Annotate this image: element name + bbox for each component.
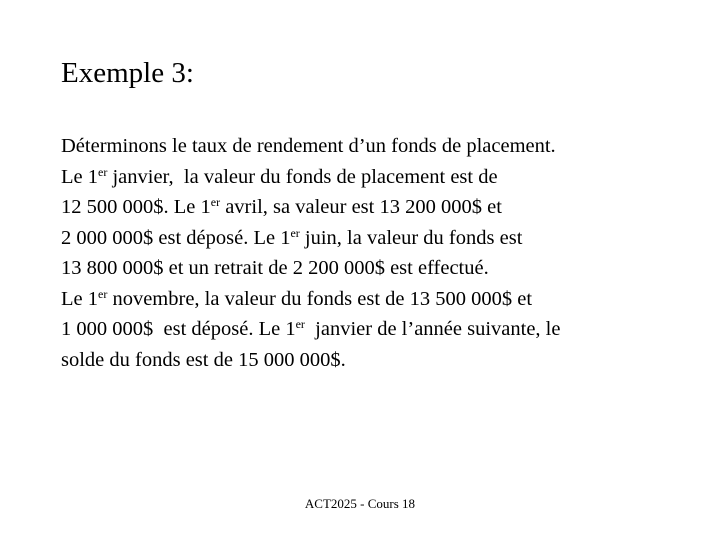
- ordinal-superscript: er: [98, 286, 108, 301]
- body-line: [61, 131, 701, 162]
- ordinal-superscript: er: [210, 195, 221, 209]
- text-segment: janvier, la valeur du fonds de placement est de: [107, 165, 498, 188]
- text-segment: solde du fonds est de 15 000 000$.: [61, 348, 346, 371]
- text-segment: 2 000 000$ est déposé. Le 1: [61, 226, 291, 249]
- body-line: [61, 345, 701, 376]
- text-segment: avril, sa valeur est 13 200 000$ et: [220, 196, 502, 218]
- text-segment: novembre, la valeur du fonds est de 13 500 000$ et: [107, 287, 533, 310]
- ordinal-superscript: er: [295, 317, 305, 331]
- ordinal-superscript: er: [290, 225, 300, 240]
- text-segment: Déterminons le taux de rendement d’un fonds de placement.: [61, 135, 556, 157]
- slide-body: [61, 131, 701, 375]
- text-segment: Le 1: [61, 287, 98, 310]
- body-line: [61, 253, 701, 284]
- ordinal-superscript: er: [98, 164, 108, 179]
- body-line: [61, 192, 701, 223]
- text-segment: 12 500 000$. Le 1: [61, 196, 211, 218]
- body-line: [61, 223, 701, 254]
- body-line: [61, 162, 701, 193]
- text-segment: Le 1: [61, 165, 98, 188]
- body-line: [61, 314, 701, 345]
- text-segment: 13 800 000$ et un retrait de 2 200 000$ est effectué.: [61, 257, 489, 279]
- text-segment: juin, la valeur du fonds est: [299, 226, 523, 249]
- body-line: [61, 284, 701, 315]
- slide-title: Exemple 3:: [61, 57, 194, 89]
- slide-footer: ACT2025 - Cours 18: [304, 496, 416, 511]
- text-segment: 1 000 000$ est déposé. Le 1: [61, 318, 296, 340]
- text-segment: janvier de l’année suivante, le: [304, 318, 561, 340]
